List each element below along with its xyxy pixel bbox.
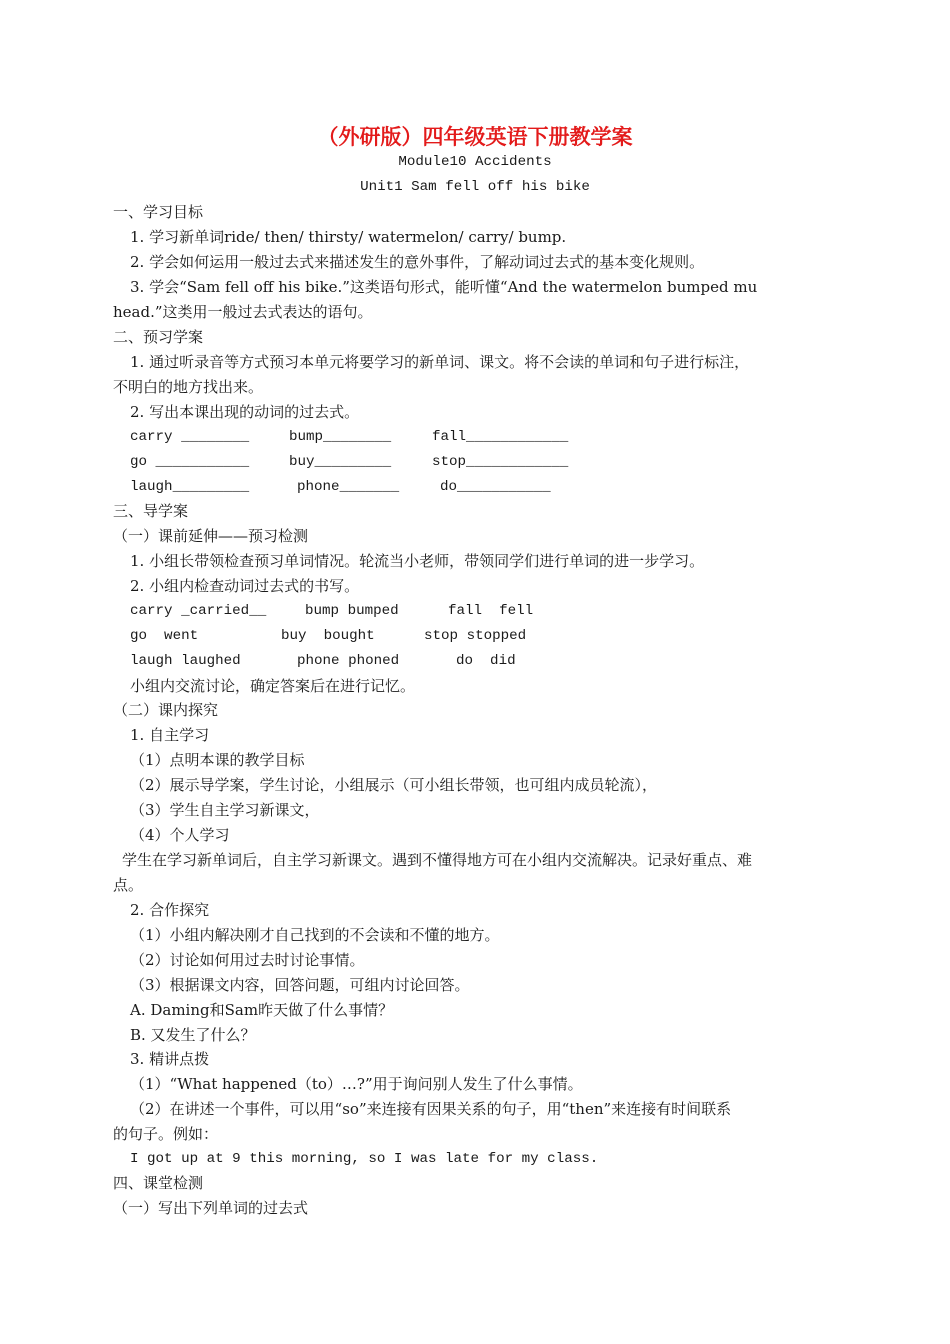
answer-cell: carry _carried__: [130, 603, 267, 619]
answer-cell: go went: [130, 628, 199, 644]
pre-check-item-1: 1. 小组长带领检查预习单词情况。轮流当小老师，带领同学们进行单词的进一步学习。: [130, 552, 705, 570]
preview-item-1: 1. 通过听录音等方式预习本单元将要学习的新单词、课文。将不会读的单词和句子进行标注，: [130, 353, 750, 371]
blank-cell: carry ________: [130, 429, 250, 445]
answer-cell: do did: [456, 653, 516, 669]
subheading-past-tense: （一）写出下列单词的过去式: [113, 1199, 309, 1217]
coop-heading: 2. 合作探究: [130, 901, 210, 919]
preview-item-1-cont: 不明白的地方找出来。: [113, 378, 264, 396]
self-study-note: 学生在学习新单词后，自主学习新课文。遇到不懂得地方可在小组内交流解决。记录好重点、难: [122, 851, 753, 869]
document-title: （外研版）四年级英语下册教学案: [317, 124, 633, 149]
module-title: Module10 Accidents: [398, 154, 552, 170]
goal-item-3-cont: head.”这类用一般过去式表达的语句。: [113, 303, 373, 321]
self-study-item: （4）个人学习: [130, 826, 230, 844]
explain-item-2: （2）在讲述一个事件，可以用“so”来连接有因果关系的句子，用“then”来连接有时间联系: [130, 1100, 732, 1118]
subheading-pre-check: （一）课前延伸——预习检测: [113, 527, 309, 545]
self-study-item: （3）学生自主学习新课文，: [130, 801, 320, 819]
blank-cell: fall____________: [432, 429, 569, 445]
blank-cell: go ___________: [130, 454, 250, 470]
self-study-note-cont: 点。: [113, 876, 144, 894]
preview-item-2: 2. 写出本课出现的动词的过去式。: [130, 403, 360, 421]
coop-item: （1）小组内解决刚才自己找到的不会读和不懂的地方。: [130, 926, 500, 944]
self-study-item: （2）展示导学案，学生讨论，小组展示（可小组长带领，也可组内成员轮流），: [130, 776, 658, 794]
blank-cell: bump________: [289, 429, 392, 445]
unit-title: Unit1 Sam fell off his bike: [360, 179, 590, 195]
blank-cell: buy_________: [289, 454, 392, 470]
pre-check-note: 小组内交流讨论，确定答案后在进行记忆。: [130, 677, 416, 695]
question-a: A. Daming和Sam昨天做了什么事情？: [130, 1001, 394, 1019]
example-sentence: I got up at 9 this morning, so I was late for my class.: [130, 1151, 599, 1167]
answer-cell: bump bumped: [305, 603, 399, 619]
section-heading-guide: 三、导学案: [113, 502, 189, 520]
section-heading-preview: 二、预习学案: [113, 328, 204, 346]
explain-item-1: （1）“What happened（to）…?”用于询问别人发生了什么事情。: [130, 1075, 583, 1093]
blank-cell: do___________: [440, 479, 551, 495]
explain-item-2-cont: 的句子。例如：: [113, 1125, 219, 1143]
answer-cell: stop stopped: [424, 628, 527, 644]
answer-cell: laugh laughed: [130, 653, 241, 669]
question-b: B. 又发生了什么？: [130, 1026, 256, 1044]
blank-cell: laugh_________: [130, 479, 250, 495]
section-heading-goals: 一、学习目标: [113, 203, 204, 221]
blank-cell: phone_______: [297, 479, 400, 495]
section-heading-test: 四、课堂检测: [113, 1174, 204, 1192]
coop-item: （2）讨论如何用过去时讨论事情。: [130, 951, 365, 969]
answer-cell: buy bought: [281, 628, 375, 644]
blank-cell: stop____________: [432, 454, 569, 470]
goal-item-1: 1. 学习新单词ride/ then/ thirsty/ watermelon/ carry/ bump.: [130, 228, 567, 246]
answer-cell: fall fell: [448, 603, 534, 619]
goal-item-3: 3. 学会“Sam fell off his bike.”这类语句形式，能听懂“And the watermelon bumped mu: [130, 278, 758, 296]
self-study-heading: 1. 自主学习: [130, 726, 210, 744]
goal-item-2: 2. 学会如何运用一般过去式来描述发生的意外事件，了解动词过去式的基本变化规则。: [130, 253, 705, 271]
answer-cell: phone phoned: [297, 653, 400, 669]
explain-heading: 3. 精讲点拨: [130, 1050, 210, 1068]
self-study-item: （1）点明本课的教学目标: [130, 751, 305, 769]
coop-item: （3）根据课文内容，回答问题，可组内讨论回答。: [130, 976, 470, 994]
pre-check-item-2: 2. 小组内检查动词过去式的书写。: [130, 577, 360, 595]
subheading-in-class: （二）课内探究: [113, 701, 219, 719]
